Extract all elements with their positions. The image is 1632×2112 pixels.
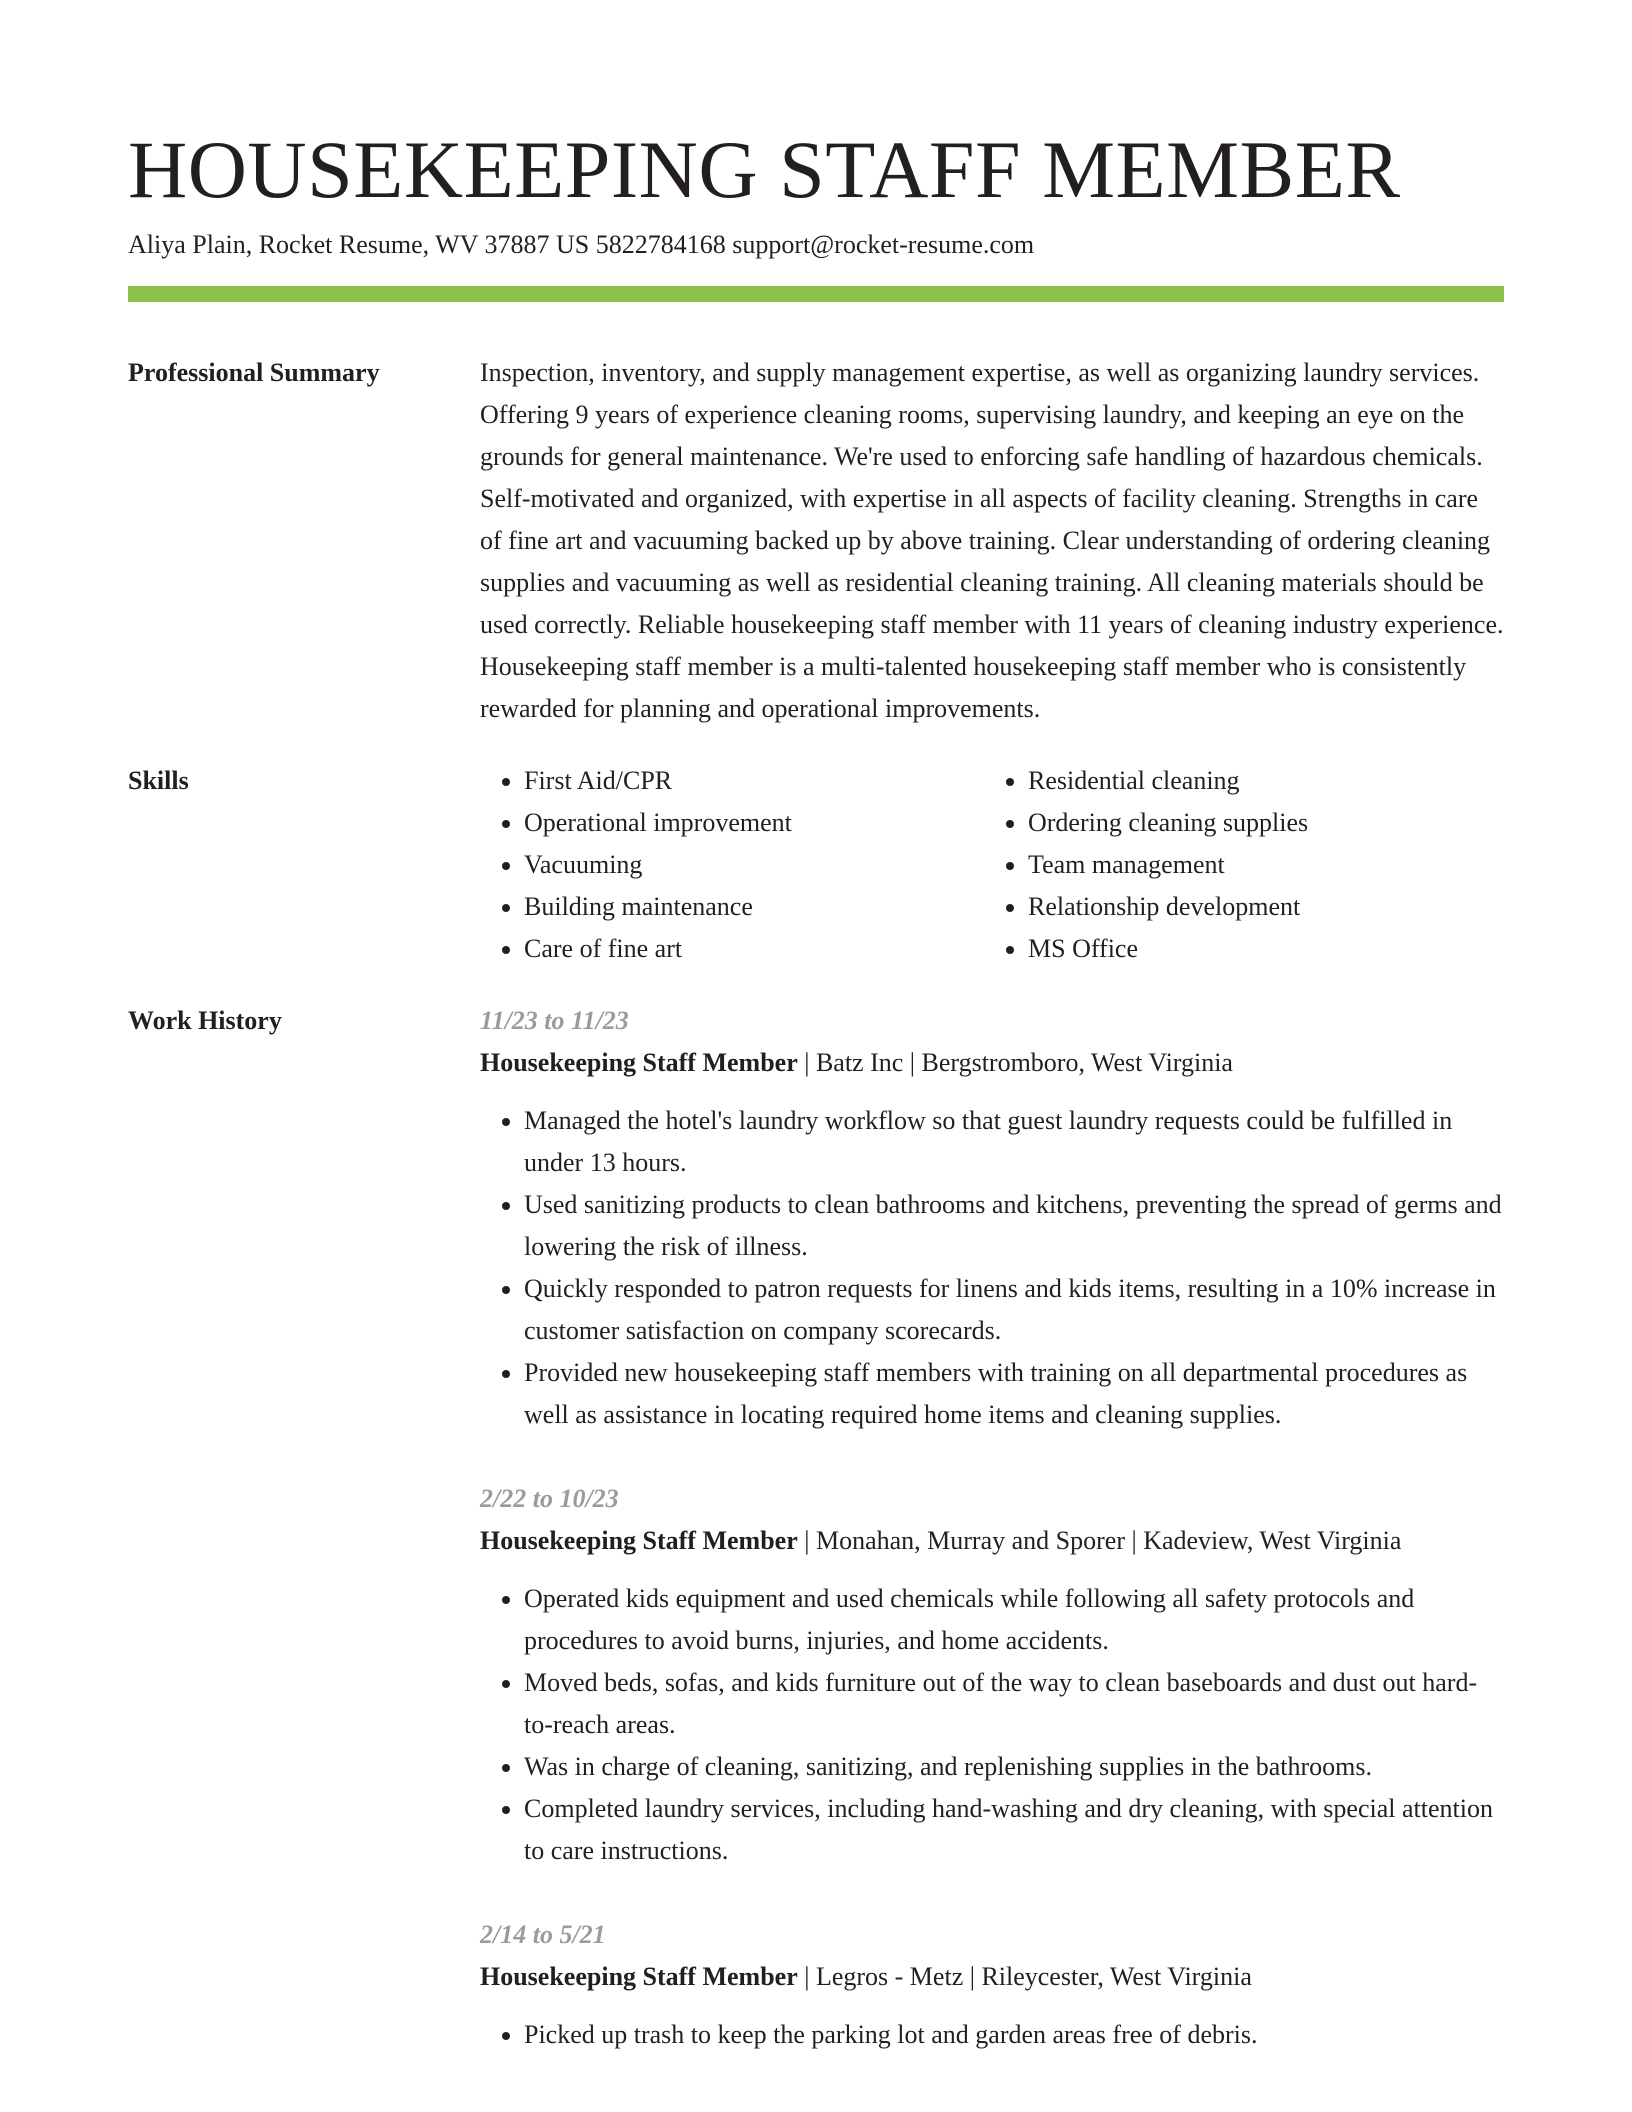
job-bullet: • Moved beds, sofas, and kids furniture out of the way to clean baseboards and dust out hard-to-reach areas. (524, 1662, 1504, 1746)
skill-item: • Residential cleaning (1028, 760, 1488, 802)
summary-section (128, 352, 1504, 730)
job-dates: 2/22 to 10/23 (480, 1484, 619, 1513)
job-heading (480, 1520, 1504, 1562)
contact-line: Aliya Plain, Rocket Resume, WV 37887 US 5822784168 support@rocket-resume.com (128, 230, 1035, 259)
work-history-section (128, 1000, 1504, 2098)
job-dates: 2/14 to 5/21 (480, 1920, 606, 1949)
job-heading (480, 1042, 1504, 1084)
accent-divider (128, 286, 1504, 302)
job-bullet: • Managed the hotel's laundry workflow so that guest laundry requests could be fulfilled in under 13 hours. (524, 1100, 1504, 1184)
skill-item: • First Aid/CPR (524, 760, 984, 802)
skill-item: • Ordering cleaning supplies (1028, 802, 1488, 844)
skills-section (128, 760, 1504, 970)
job-bullet: • Used sanitizing products to clean bathrooms and kitchens, preventing the spread of germs and lowering the risk of illness. (524, 1184, 1504, 1268)
job-entry (480, 1914, 1504, 2056)
skill-item: • Vacuuming (524, 844, 984, 886)
skills-list-right (984, 760, 1488, 970)
skills-list-left (480, 760, 984, 970)
job-employer-location: | Monahan, Murray and Sporer | Kadeview, West Virginia (797, 1526, 1402, 1555)
work-history-body (480, 1000, 1504, 2098)
skill-item: • MS Office (1028, 928, 1488, 970)
job-bullet: • Operated kids equipment and used chemicals while following all safety protocols and procedures to avoid burns, injuries, and home accidents. (524, 1578, 1504, 1662)
job-entry (480, 1478, 1504, 1872)
job-employer-location: | Batz Inc | Bergstromboro, West Virginia (797, 1048, 1233, 1077)
skill-item: • Operational improvement (524, 802, 984, 844)
summary-body (480, 352, 1504, 730)
job-bullets (480, 2014, 1504, 2056)
job-title: Housekeeping Staff Member (480, 1962, 798, 1991)
job-heading (480, 1956, 1504, 1998)
resume-page (128, 0, 1504, 2098)
job-title: Housekeeping Staff Member (480, 1048, 798, 1077)
job-bullets (480, 1100, 1504, 1436)
summary-text: Inspection, inventory, and supply management expertise, as well as organizing laundry services. Offering 9 years of experience cleaning rooms, supervising laundry, and keeping an eye on the grounds for general maintenance. We're used to enforcing safe handling of hazardous chemicals. Self-motivated and organized, with expertise in all aspects of facility cleaning. Strengths in care of fine art and vacuuming backed up by above training. Clear understanding of ordering cleaning supplies and vacuuming as well as residential cleaning training. All cleaning materials should be used correctly. Reliable housekeeping staff member with 11 years of cleaning industry experience. Housekeeping staff member is a multi-talented housekeeping staff member who is consistently rewarded for planning and operational improvements. (480, 358, 1504, 723)
job-bullet: • Completed laundry services, including hand-washing and dry cleaning, with special attention to care instructions. (524, 1788, 1504, 1872)
skill-item: • Building maintenance (524, 886, 984, 928)
job-title: Housekeeping Staff Member (480, 1526, 798, 1555)
skill-item: • Team management (1028, 844, 1488, 886)
section-label-skills: Skills (128, 766, 189, 795)
skills-body (480, 760, 1504, 970)
job-bullet: • Picked up trash to keep the parking lot and garden areas free of debris. (524, 2014, 1504, 2056)
job-entry (480, 1000, 1504, 1436)
skill-item: • Care of fine art (524, 928, 984, 970)
job-dates: 11/23 to 11/23 (480, 1006, 629, 1035)
job-bullet: • Was in charge of cleaning, sanitizing, and replenishing supplies in the bathrooms. (524, 1746, 1504, 1788)
skill-item: • Relationship development (1028, 886, 1488, 928)
section-label-work-history: Work History (128, 1006, 282, 1035)
section-label-summary: Professional Summary (128, 358, 380, 387)
job-bullet: • Provided new housekeeping staff members with training on all departmental procedures as well as assistance in locating required home items and cleaning supplies. (524, 1352, 1504, 1436)
job-bullets (480, 1578, 1504, 1872)
resume-title: HOUSEKEEPING STAFF MEMBER (128, 124, 1401, 215)
job-bullet: • Quickly responded to patron requests for linens and kids items, resulting in a 10% increase in customer satisfaction on company scorecards. (524, 1268, 1504, 1352)
job-employer-location: | Legros - Metz | Rileycester, West Virginia (797, 1962, 1252, 1991)
